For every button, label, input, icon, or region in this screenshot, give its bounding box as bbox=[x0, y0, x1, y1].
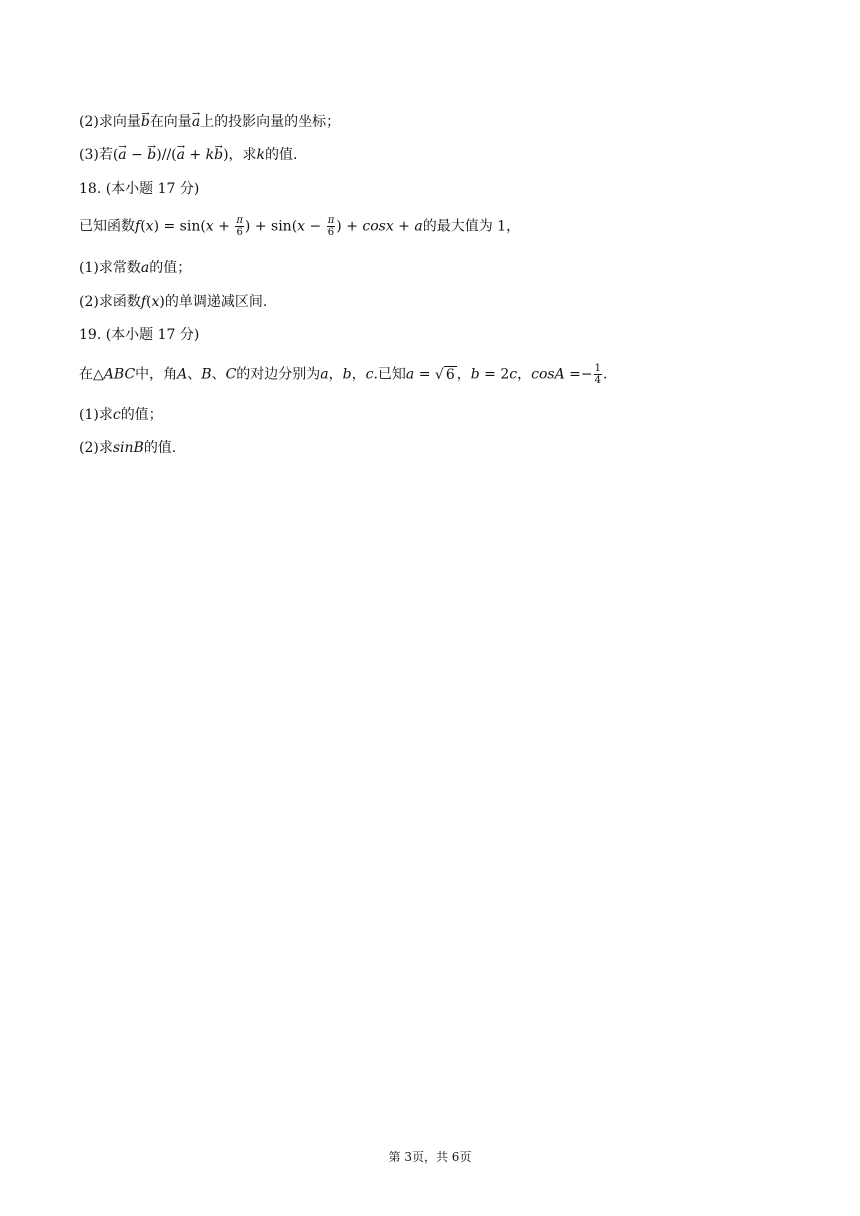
page-footer: 第 3页，共 6页 bbox=[388, 1150, 472, 1164]
q18-part2: (2)求函数f(x)的单调递减区间. bbox=[79, 294, 268, 310]
fraction-pi-6: $\frac{\pi}{6}$ bbox=[236, 215, 243, 238]
q17-part3: (3)若(a → − b →)//(a → + kb →)，求k的值. bbox=[79, 145, 297, 165]
fraction-pi-6: $\frac{\pi}{6}$ bbox=[327, 215, 335, 238]
q18-stem: 已知函数f(x) = sin(x + $\frac{\pi}{6}$ ) + sin(x − $\frac{\pi}{6}$ ) + cosx + a的最大值为 1， bbox=[79, 215, 521, 238]
q18-header: 18. (本小题 17 分) bbox=[79, 181, 200, 197]
q19-part2: (2)求sinB的值. bbox=[79, 440, 177, 456]
sqrt-6: √ 6 bbox=[434, 366, 455, 383]
fraction-1-4: $\frac{1}{4}$ bbox=[594, 363, 601, 386]
q17-part2: (2)求向量b →在向量a →上的投影向量的坐标； bbox=[79, 112, 340, 132]
q19-part1: (1)求c的值； bbox=[79, 407, 163, 423]
q19-stem: 在△ABC中，角A、B、C的对边分别为a，b，c.已知a = √ 6 ，b = 2c，cosA =− $\frac{1}{4}$ . bbox=[79, 363, 608, 386]
q18-part1: (1)求常数a的值； bbox=[79, 260, 192, 276]
q19-header: 19. (本小题 17 分) bbox=[79, 327, 200, 343]
